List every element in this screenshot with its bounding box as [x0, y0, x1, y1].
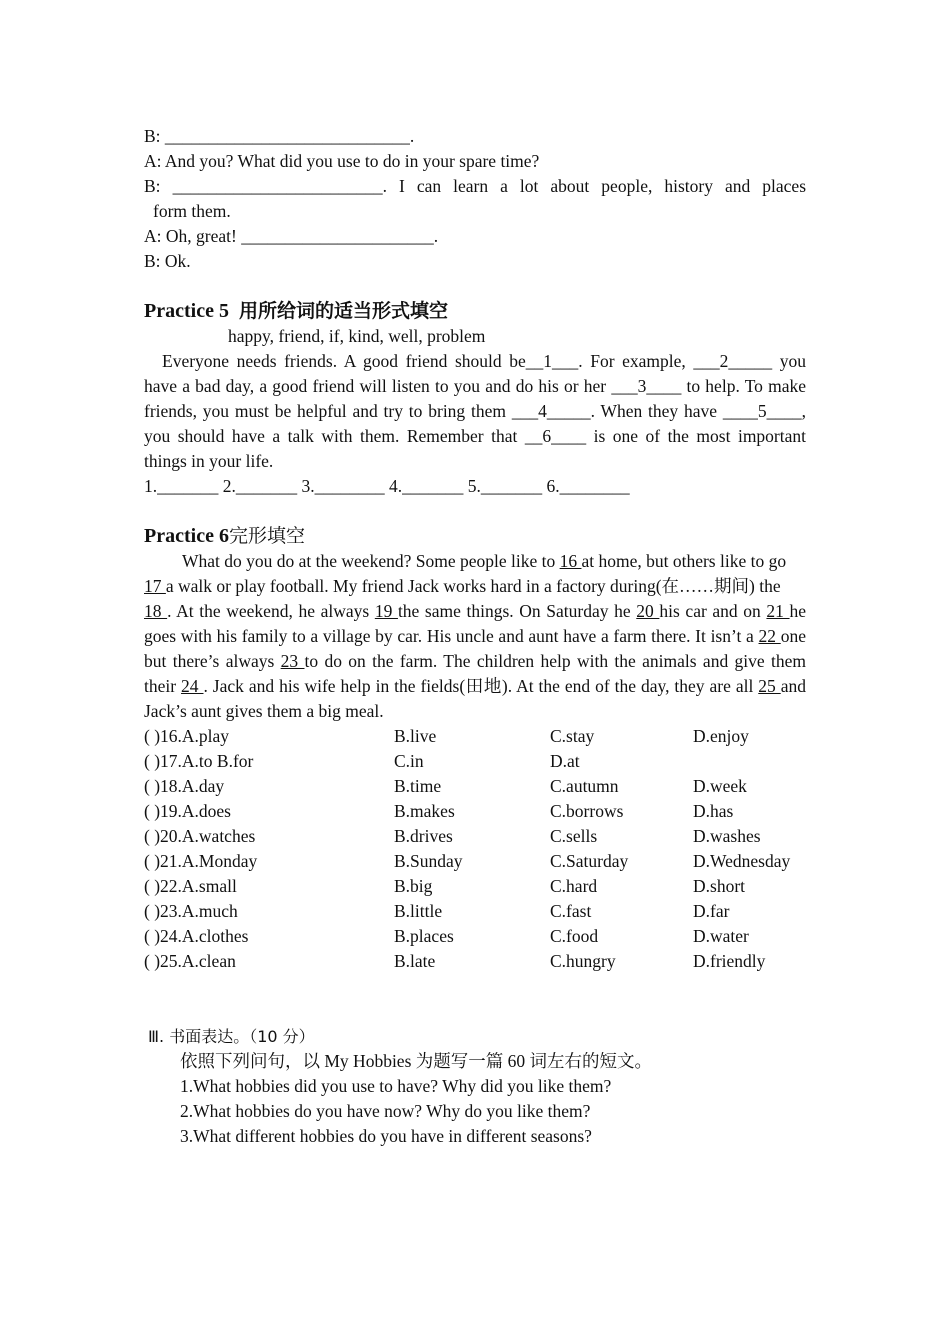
question-row	[144, 899, 806, 924]
option-d: D.washes	[693, 826, 761, 846]
option-d: D.has	[693, 801, 734, 821]
practice5-passage: Everyone needs friends. A good friend should be__1___. For example, ___2_____ you have a bad day, a good friend will listen to you and do his or her ___3____ to help. To make friends, you must be helpful and try to bring them ___4_____. When they have ____5____, you should have a talk with them. Remember that __6____ is one of the most important things in your life.	[144, 351, 806, 471]
option-c: C.stay	[550, 726, 595, 746]
option-d: D.short	[693, 876, 746, 896]
word-bank: happy, friend, if, kind, well, problem	[228, 326, 486, 346]
option-c: C.food	[550, 926, 599, 946]
question-row	[144, 949, 806, 974]
option-a: ( )23.A.much	[144, 901, 238, 921]
dialogue-text: ____________________________.	[164, 126, 415, 146]
practice6-passage	[144, 549, 806, 574]
option-b: B.live	[394, 726, 437, 746]
practice5-title: Practice 5	[144, 300, 229, 322]
writing-instruction: 依照下列问句，以 My Hobbies 为题写一篇 60 词左右的短文。	[180, 1051, 653, 1071]
passage-text: the same things. On Saturday he	[397, 601, 631, 621]
passage-text: a walk or play football. My friend Jack works hard in a factory during(在……期间) the	[165, 576, 781, 596]
dialogue	[144, 124, 806, 274]
question-row	[144, 799, 806, 824]
practice6-passage-line	[144, 599, 806, 724]
option-b: B.little	[394, 901, 443, 921]
writing-question: 2.What hobbies do you have now? Why do you like them?	[180, 1101, 591, 1121]
question-row	[144, 849, 806, 874]
practice6-instruction: 完形填空	[228, 525, 305, 547]
option-c: C.hard	[550, 876, 598, 896]
practice5-heading	[144, 299, 806, 324]
blank-18: 18	[144, 601, 168, 621]
dialogue-line	[144, 149, 806, 174]
dialogue-line	[144, 174, 806, 199]
dialogue-line	[144, 224, 806, 249]
option-d: D.water	[693, 926, 749, 946]
worksheet-page	[144, 124, 806, 1149]
passage-text: to do on the farm. The children help with the animals and give them their	[144, 651, 806, 696]
option-d: D.friendly	[693, 951, 766, 971]
speaker-label: B:	[144, 126, 161, 146]
blank-19: 19	[374, 601, 398, 621]
option-c: C.fast	[550, 901, 592, 921]
option-b: B.time	[394, 776, 442, 796]
question-row	[144, 924, 806, 949]
blank-22: 22	[758, 626, 781, 646]
practice6-title: Practice 6	[144, 525, 229, 547]
option-b: B.drives	[394, 826, 453, 846]
option-c: C.Saturday	[550, 851, 629, 871]
dialogue-line	[144, 124, 806, 149]
dialogue-text: Oh, great! ______________________.	[165, 226, 439, 246]
option-a: ( )20.A.watches	[144, 826, 256, 846]
dialogue-line	[144, 199, 806, 224]
passage-text: . Jack and his wife help in the fields(田地). At the end of the day, they are all	[203, 676, 754, 696]
option-a: ( )21.A.Monday	[144, 851, 258, 871]
option-a: ( )19.A.does	[144, 801, 231, 821]
speaker-label: A:	[144, 226, 162, 246]
blank-20: 20	[636, 601, 660, 621]
dialogue-text: ________________________. I can learn a lot about people, history and places	[172, 176, 806, 196]
practice5-answer-blanks: 1._______ 2._______ 3.________ 4._______ 5._______ 6.________	[144, 476, 630, 496]
dialogue-text: Ok.	[164, 251, 191, 271]
writing-question: 3.What different hobbies do you have in different seasons?	[180, 1126, 592, 1146]
option-c: C.hungry	[550, 951, 616, 971]
option-d	[693, 749, 806, 774]
writing-section	[144, 1024, 806, 1149]
dialogue-line	[144, 249, 806, 274]
option-d: D.enjoy	[693, 726, 749, 746]
practice6-heading	[144, 524, 806, 549]
passage-text: at home, but others like to go	[581, 551, 787, 571]
passage-text: . At the weekend, he always	[167, 601, 370, 621]
blank-25: 25	[758, 676, 781, 696]
option-b: B.makes	[394, 801, 455, 821]
practice5-instruction: 用所给词的适当形式填空	[238, 300, 448, 322]
option-b: B.late	[394, 951, 436, 971]
speaker-label: B:	[144, 176, 161, 196]
speaker-label: A:	[144, 151, 162, 171]
passage-text: one but there’s always	[144, 626, 807, 671]
blank-24: 24	[181, 676, 204, 696]
passage-text: and Jack’s aunt gives them a big meal.	[144, 676, 806, 721]
option-b: B.places	[394, 926, 454, 946]
question-row	[144, 774, 806, 799]
question-options	[144, 724, 806, 974]
option-d: D.week	[693, 776, 747, 796]
passage-text: his car and on	[659, 601, 761, 621]
writing-question: 1.What hobbies did you use to have? Why did you like them?	[180, 1076, 612, 1096]
writing-section-title: Ⅲ. 书面表达。（10 分）	[148, 1027, 315, 1046]
option-a: ( )22.A.small	[144, 876, 237, 896]
dialogue-text: And you? What did you use to do in your spare time?	[164, 151, 540, 171]
option-a: ( )25.A.clean	[144, 951, 236, 971]
option-c: C.autumn	[550, 776, 619, 796]
option-d: D.far	[693, 901, 730, 921]
blank-21: 21	[766, 601, 790, 621]
passage-text: he goes with his family to a village by car. His uncle and aunt have a farm there. It isn’t a	[144, 601, 807, 646]
option-c: C.borrows	[550, 801, 624, 821]
option-b: B.big	[394, 876, 433, 896]
speaker-label: B:	[144, 251, 161, 271]
blank-23: 23	[280, 651, 305, 671]
option-b: C.in	[394, 751, 424, 771]
question-row	[144, 724, 806, 749]
question-row	[144, 874, 806, 899]
option-a: ( )17.A.to B.for	[144, 751, 254, 771]
option-b: B.Sunday	[394, 851, 463, 871]
option-d: D.Wednesday	[693, 851, 791, 871]
option-a: ( )16.A.play	[144, 726, 230, 746]
practice6-passage-line	[144, 574, 806, 599]
question-row	[144, 824, 806, 849]
option-c: C.sells	[550, 826, 598, 846]
passage-text: What do you do at the weekend? Some people like to	[182, 551, 556, 571]
dialogue-text: form them.	[153, 201, 231, 221]
option-a: ( )24.A.clothes	[144, 926, 249, 946]
option-a: ( )18.A.day	[144, 776, 225, 796]
option-c: D.at	[550, 751, 580, 771]
blank-16: 16	[559, 551, 582, 571]
blank-17: 17	[144, 576, 166, 596]
question-row	[144, 749, 806, 774]
